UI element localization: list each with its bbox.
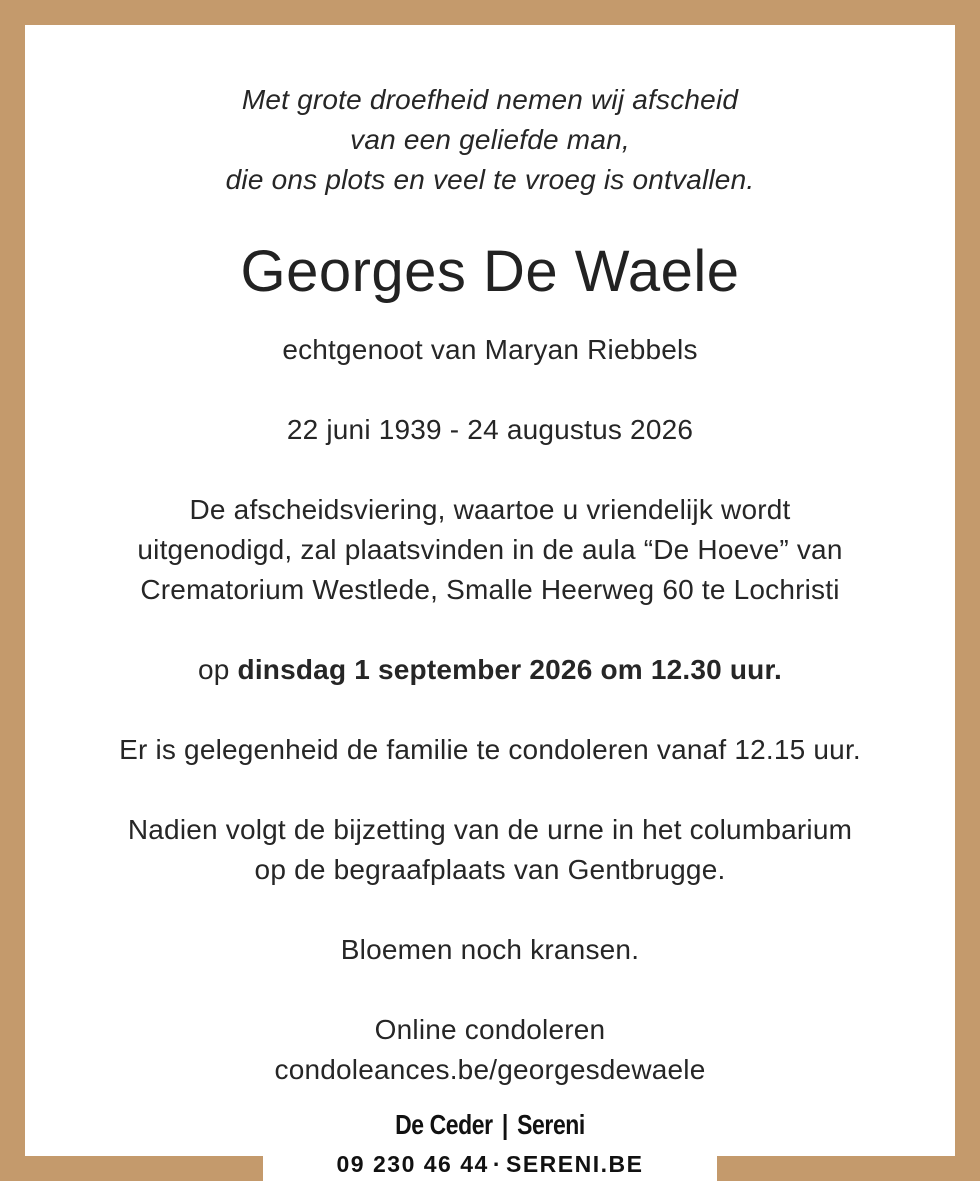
deceased-name: Georges De Waele [240, 239, 740, 304]
funeral-home-website[interactable]: SERENI.BE [505, 1151, 644, 1177]
funeral-home-name-right: Sereni [517, 1109, 585, 1140]
ceremony-line-2: uitgenodigd, zal plaatsvinden in de aula “De Hoeve” van [137, 534, 843, 565]
ceremony-time-prefix: op [197, 654, 230, 685]
life-dates: 22 juni 1939 - 24 augustus 2026 [286, 414, 694, 445]
funeral-home-logo [88, 1108, 892, 1142]
ceremony-line-1: De afscheidsviering, waartoe u vriendelijk wordt [189, 494, 791, 525]
funeral-home-separator: | [501, 1109, 508, 1140]
online-condolence-label: Online condoleren [374, 1014, 606, 1045]
condolence-time: Er is gelegenheid de familie te condoleren vanaf 12.15 uur. [119, 734, 861, 765]
spouse-line: echtgenoot van Maryan Riebbels [282, 334, 698, 365]
ceremony-datetime: dinsdag 1 september 2026 om 12.30 uur. [237, 654, 783, 685]
ceremony-time [0, 650, 980, 690]
ceremony-line-3: Crematorium Westlede, Smalle Heerweg 60 te Lochristi [140, 574, 840, 605]
intro-line-1: Met grote droefheid nemen wij afscheid [241, 84, 739, 115]
flowers-note: Bloemen noch kransen. [340, 934, 640, 965]
burial-line-1: Nadien volgt de bijzetting van de urne in het columbarium [127, 814, 853, 845]
online-condolence-url[interactable]: condoleances.be/georgesdewaele [274, 1054, 706, 1085]
funeral-home-contact [0, 1149, 980, 1179]
intro-line-3: die ons plots en veel te vroeg is ontvallen. [225, 164, 755, 195]
funeral-home-name-left: De Ceder [395, 1109, 493, 1140]
funeral-home-phone[interactable]: 09 230 46 44 [336, 1151, 489, 1177]
intro-line-2: van een geliefde man, [350, 124, 630, 155]
contact-separator-dot: · [492, 1151, 502, 1177]
burial-line-2: op de begraafplaats van Gentbrugge. [254, 854, 726, 885]
